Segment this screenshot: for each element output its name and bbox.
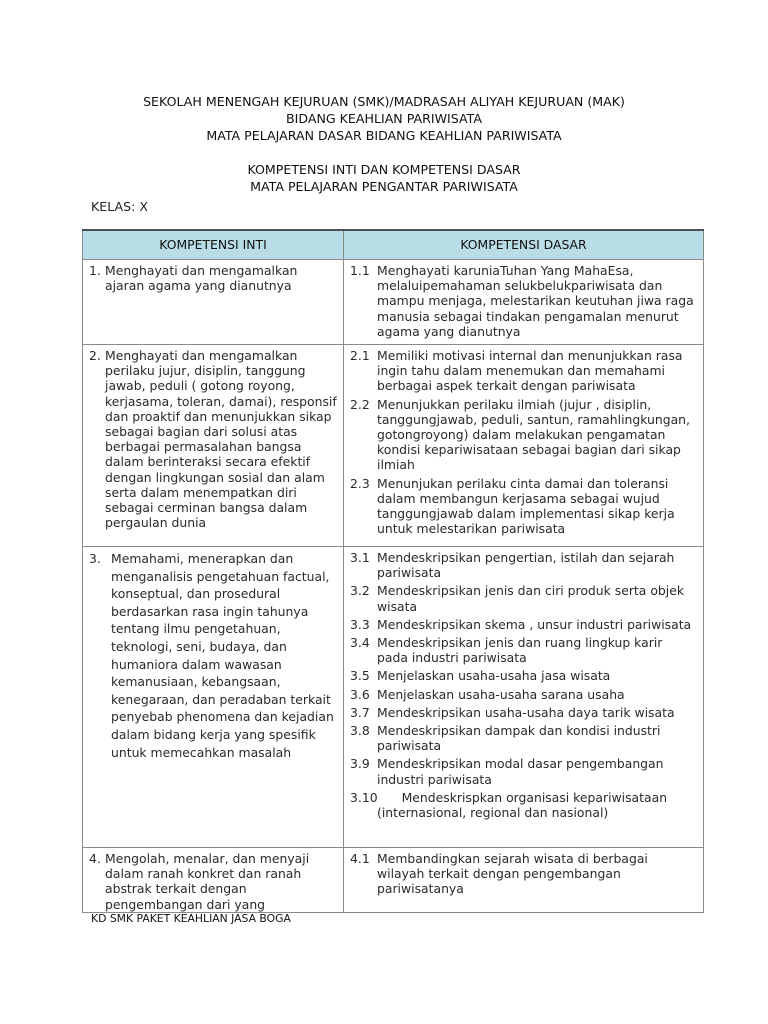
ki-cell bbox=[83, 345, 344, 547]
competency-table bbox=[82, 229, 704, 913]
ki-number: 4. bbox=[89, 851, 101, 866]
kd-text: Mendeskripsikan dampak dan kondisi industri pariwisata bbox=[377, 723, 661, 754]
kd-text: Mendeskripsikan skema , unsur industri pariwisata bbox=[377, 616, 692, 632]
ki-text: Memahami, menerapkan dan menganalisis pengetahuan factual, konseptual, dan prosedural berdasarkan rasa ingin tahunya tentang ilmu pengetahuan, teknologi, seni, budaya, dan humaniora dalam wawasan kemanusiaan, kebangsaan, kenegaraan, dan peradaban terkait penyebab phenomena dan kejadian dalam bidang kerja yang spesifik untuk memecahkan masalah bbox=[111, 551, 334, 760]
kd-number: 2.2 bbox=[350, 396, 370, 412]
kd-text: Menunjukan perilaku cinta damai dan toleransi dalam membangun kerjasama sebagai wujud tanggungjawab dalam implementasi sikap kerja untuk melestarikan pariwisata bbox=[377, 475, 675, 537]
kd-number: 3.10 bbox=[350, 789, 378, 805]
heading-line-bidang: BIDANG KEAHLIAN PARIWISATA bbox=[286, 111, 482, 126]
kd-number: 3.9 bbox=[350, 756, 370, 772]
kd-text: Mendeskripsikan modal dasar pengembangan industri pariwisata bbox=[377, 756, 664, 787]
table-row bbox=[83, 547, 704, 848]
kd-text: Mendeskripsikan usaha-usaha daya tarik wisata bbox=[377, 704, 675, 720]
ki-cell bbox=[83, 547, 344, 848]
kd-number: 1.1 bbox=[350, 263, 370, 278]
ki-text: Menghayati dan mengamalkan perilaku jujur, disiplin, tanggung jawab, peduli ( gotong royong, kerjasama, toleran, damai), responsif dan proaktif dan menunjukkan sikap sebagai bagian dari solusi atas berbagai permasalahan bangsa dalam berinteraksi secara efektif dengan lingkungan sosial dan alam serta dalam menempatkan diri sebagai cerminan bangsa dalam pergaulan dunia bbox=[105, 348, 337, 531]
heading-line-ki-kd: KOMPETENSI INTI DAN KOMPETENSI DASAR bbox=[247, 162, 521, 177]
kd-text: Memiliki motivasi internal dan menunjukkan rasa ingin tahu dalam menemukan dan memahami berbagai aspek terkait dengan pariwisata bbox=[377, 348, 683, 394]
kd-number: 4.1 bbox=[350, 851, 370, 866]
ki-text: Mengolah, menalar, dan menyaji dalam ranah konkret dan ranah abstrak terkait dengan pengembangan dari yang bbox=[105, 851, 310, 912]
column-header-ki: KOMPETENSI INTI bbox=[83, 230, 344, 260]
kd-text: Mendeskrispkan organisasi kepariwisataan bbox=[401, 789, 668, 805]
document-heading bbox=[0, 93, 768, 195]
kd-number: 3.7 bbox=[350, 704, 370, 720]
column-header-kd: KOMPETENSI DASAR bbox=[344, 230, 704, 260]
kd-number: 3.5 bbox=[350, 668, 370, 684]
kd-number: 3.2 bbox=[350, 583, 370, 599]
ki-cell bbox=[83, 260, 344, 345]
kd-text: Mendeskripsikan jenis dan ciri produk serta objek wisata bbox=[377, 583, 685, 614]
kd-cell bbox=[344, 345, 704, 547]
table-header-row bbox=[83, 230, 704, 260]
ki-number: 1. bbox=[89, 263, 101, 278]
heading-line-school: SEKOLAH MENENGAH KEJURUAN (SMK)/MADRASAH ALIYAH KEJURUAN (MAK) bbox=[143, 94, 625, 109]
kd-text: Menjelaskan usaha-usaha sarana usaha bbox=[377, 686, 625, 702]
kd-number: 3.1 bbox=[350, 550, 370, 565]
kd-number: 3.3 bbox=[350, 616, 370, 632]
page-footer: KD SMK PAKET KEAHLIAN JASA BOGA bbox=[91, 912, 291, 925]
ki-number: 2. bbox=[89, 348, 101, 363]
table-row bbox=[83, 345, 704, 547]
ki-cell bbox=[83, 848, 344, 913]
ki-text: Menghayati dan mengamalkan ajaran agama yang dianutnya bbox=[105, 263, 298, 294]
kd-text: Mendeskripsikan pengertian, istilah dan sejarah pariwisata bbox=[377, 550, 675, 581]
kd-text-continued: (internasional, regional dan nasional) bbox=[377, 805, 609, 821]
kd-text: Mendeskripsikan jenis dan ruang lingkup karir pada industri pariwisata bbox=[377, 635, 663, 666]
kd-number: 2.1 bbox=[350, 348, 370, 363]
table-row bbox=[83, 260, 704, 345]
kelas-label: KELAS: X bbox=[91, 199, 149, 214]
kd-cell bbox=[344, 547, 704, 848]
kd-number: 3.4 bbox=[350, 635, 370, 651]
kd-number: 2.3 bbox=[350, 475, 370, 491]
kd-text: Menunjukkan perilaku ilmiah (jujur , disiplin, tanggungjawab, peduli, santun, ramahlingkungan, gotongroyong) dalam melakukan pengamatan kondisi kepariwisataan sebagai bagian dari sikap ilmiah bbox=[377, 396, 690, 473]
ki-number: 3. bbox=[89, 551, 101, 566]
kd-text: Menjelaskan usaha-usaha jasa wisata bbox=[377, 668, 611, 684]
kd-cell bbox=[344, 848, 704, 913]
kd-text: Menghayati karuniaTuhan Yang MahaEsa, melaluipemahaman selukbelukpariwisata dan mampu menjaga, melestarikan keutuhan jiwa raga manusia sebagai tindakan pengamalan menurut agama yang dianutnya bbox=[377, 263, 694, 339]
kd-number: 3.8 bbox=[350, 723, 370, 739]
kd-text: Membandingkan sejarah wisata di berbagai wilayah terkait dengan pengembangan pariwisatanya bbox=[377, 851, 648, 897]
heading-line-mapel-dasar: MATA PELAJARAN DASAR BIDANG KEAHLIAN PARIWISATA bbox=[206, 128, 562, 143]
kd-number: 3.6 bbox=[350, 686, 370, 702]
kd-cell bbox=[344, 260, 704, 345]
table-row bbox=[83, 848, 704, 913]
heading-line-mapel: MATA PELAJARAN PENGANTAR PARIWISATA bbox=[250, 179, 518, 194]
